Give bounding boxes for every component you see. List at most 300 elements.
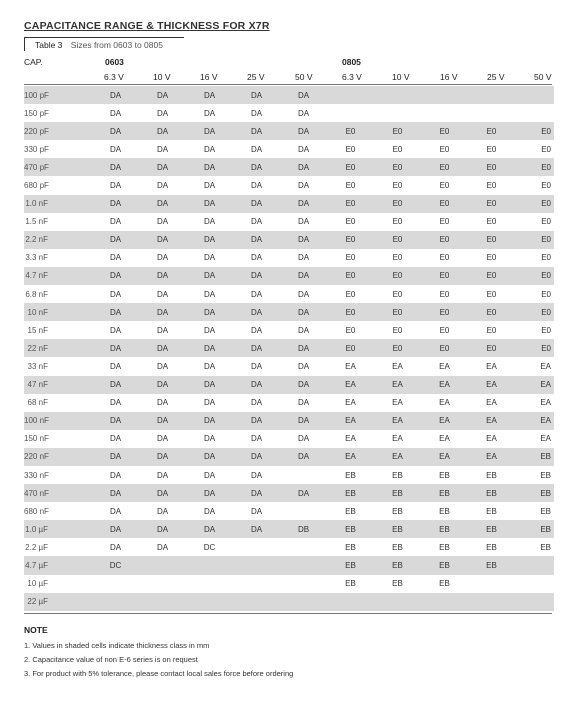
note-item: 1. Values in shaded cells indicate thickness class in mm [24,641,210,650]
thickness-cell: DA [109,542,122,552]
thickness-cell: E0 [374,303,421,321]
thickness-cell [515,104,554,122]
thickness-cell: E0 [439,253,450,263]
thickness-cell: DA [250,144,263,154]
size-0805-header: 0805 [342,57,361,67]
table-row [24,412,554,430]
thickness-cell: DA [233,158,280,176]
thickness-cell: DA [92,122,139,140]
voltage-header: 10 V [392,72,410,82]
thickness-cell: E0 [421,195,468,213]
thickness-cell: DA [139,231,186,249]
thickness-cell: DA [203,398,216,408]
thickness-cell: E0 [374,122,421,140]
thickness-cell: EB [439,542,450,552]
capacitance-cell: 1.5 nF [25,217,48,227]
capacitance-cell: 100 nF [24,412,92,430]
capacitance-cell: 22 nF [24,339,92,357]
table-row [24,575,554,593]
thickness-cell: EA [486,361,497,371]
table-row [24,484,554,502]
thickness-cell: E0 [468,195,515,213]
thickness-cell [468,593,515,611]
thickness-cell: EB [327,556,374,574]
thickness-cell: EB [392,542,403,552]
thickness-cell: DA [297,144,310,154]
thickness-cell: EA [392,398,403,408]
thickness-cell: DA [203,470,216,480]
thickness-cell: E0 [515,303,554,321]
thickness-cell: EB [540,470,551,480]
table-row [24,249,554,267]
thickness-cell: EB [345,506,356,516]
thickness-cell: EB [515,520,554,538]
thickness-cell: EA [515,376,554,394]
thickness-cell: DA [156,181,169,191]
table-row [24,122,554,140]
thickness-cell: E0 [374,339,421,357]
thickness-cell: EB [374,520,421,538]
voltage-header: 6.3 V [342,72,362,82]
table-row [24,140,554,158]
thickness-cell: DA [156,542,169,552]
thickness-cell [233,593,280,611]
thickness-cell: DA [203,217,216,227]
thickness-cell: DA [186,520,233,538]
thickness-cell: DA [92,448,139,466]
thickness-cell: E0 [468,303,515,321]
table-row [24,321,554,339]
thickness-cell: E0 [345,144,356,154]
capacitance-cell: 100 pF [24,86,92,104]
thickness-cell: EB [439,470,450,480]
thickness-cell: EB [486,542,497,552]
table-row [24,285,554,303]
thickness-cell: DA [233,520,280,538]
voltage-header: 10 V [153,72,171,82]
note-title: NOTE [24,625,48,635]
table-row [24,593,554,611]
thickness-cell: E0 [486,253,497,263]
thickness-cell [139,556,186,574]
thickness-cell: EB [486,470,497,480]
thickness-cell: DA [186,484,233,502]
thickness-cell: E0 [515,267,554,285]
thickness-cell: EB [392,470,403,480]
thickness-cell: DA [250,361,263,371]
thickness-cell: EB [540,542,551,552]
thickness-cell [280,556,327,574]
thickness-cell: E0 [421,231,468,249]
thickness-cell: EA [540,398,551,408]
thickness-cell: EA [439,361,450,371]
table-row [24,376,554,394]
table-row [24,430,554,448]
table-row [24,176,554,194]
thickness-cell: E0 [468,339,515,357]
thickness-cell: DA [250,253,263,263]
capacitance-table [24,86,554,611]
thickness-cell: EA [392,434,403,444]
thickness-cell: EA [374,412,421,430]
table-row [24,538,554,556]
thickness-cell: DA [139,122,186,140]
size-0603-header: 0603 [105,57,124,67]
thickness-cell: E0 [374,195,421,213]
thickness-cell: EB [327,484,374,502]
thickness-cell: DA [186,448,233,466]
cap-column-header: CAP. [24,57,43,67]
thickness-cell: DA [280,195,327,213]
table-bottom-rule [24,613,552,614]
thickness-cell: E0 [486,289,497,299]
thickness-cell: DA [109,325,122,335]
thickness-cell: DA [109,108,122,118]
thickness-cell: DA [92,520,139,538]
thickness-cell [515,556,554,574]
capacitance-cell: 2.2 nF [24,231,92,249]
thickness-cell: EA [540,434,551,444]
thickness-cell: DA [156,434,169,444]
thickness-cell: DA [156,470,169,480]
thickness-cell: E0 [541,217,551,227]
thickness-cell: E0 [345,217,356,227]
thickness-cell: E0 [439,325,450,335]
thickness-cell: DA [203,144,216,154]
thickness-cell: DA [109,398,122,408]
thickness-cell: DA [280,376,327,394]
thickness-cell: E0 [439,144,450,154]
thickness-cell: E0 [468,158,515,176]
thickness-cell: DA [186,339,233,357]
thickness-cell: EB [468,484,515,502]
thickness-cell: DA [139,412,186,430]
thickness-cell: DA [92,484,139,502]
thickness-cell [374,593,421,611]
thickness-cell: DA [186,86,233,104]
thickness-cell [186,556,233,574]
thickness-cell: EA [468,448,515,466]
thickness-cell [515,86,554,104]
thickness-cell: DA [186,231,233,249]
capacitance-cell: 680 pF [24,181,49,191]
capacitance-cell: 470 nF [24,484,92,502]
thickness-cell: E0 [392,253,403,263]
capacitance-cell: 3.3 nF [25,253,48,263]
thickness-cell: E0 [327,122,374,140]
thickness-cell: E0 [515,231,554,249]
thickness-cell: EB [392,506,403,516]
table-row [24,520,554,538]
thickness-cell: E0 [345,253,356,263]
thickness-cell: DA [109,253,122,263]
thickness-cell: EA [439,434,450,444]
thickness-cell: EA [439,398,450,408]
thickness-cell: EA [421,376,468,394]
capacitance-cell: 4.7 µF [24,556,92,574]
thickness-cell [468,575,515,593]
capacitance-cell: 2.2 µF [25,542,48,552]
voltage-header: 25 V [247,72,265,82]
thickness-cell: DC [203,542,216,552]
thickness-cell: DA [92,376,139,394]
table-row [24,158,554,176]
thickness-cell: E0 [486,144,497,154]
thickness-cell: E0 [421,303,468,321]
capacitance-cell: 680 nF [24,506,49,516]
thickness-cell: DA [297,253,310,263]
thickness-cell: DA [280,303,327,321]
thickness-cell: E0 [374,267,421,285]
header-rule [24,84,552,85]
thickness-cell: DA [92,267,139,285]
voltage-header: 50 V [295,72,313,82]
thickness-cell: DA [297,181,310,191]
thickness-cell: EA [374,376,421,394]
thickness-cell: DA [156,506,169,516]
thickness-cell [468,86,515,104]
thickness-cell: E0 [541,289,551,299]
capacitance-cell: 470 pF [24,158,92,176]
page-title: CAPACITANCE RANGE & THICKNESS FOR X7R [24,20,270,32]
thickness-cell: E0 [468,231,515,249]
thickness-cell: E0 [327,231,374,249]
thickness-cell: DA [186,303,233,321]
thickness-cell: DA [109,470,122,480]
thickness-cell: E0 [439,181,450,191]
capacitance-cell: 220 pF [24,122,92,140]
thickness-cell: DA [186,412,233,430]
thickness-cell: EA [468,412,515,430]
thickness-cell: EB [468,556,515,574]
thickness-cell: DA [203,325,216,335]
thickness-cell: DA [109,217,122,227]
voltage-header: 16 V [440,72,458,82]
thickness-cell: DA [109,361,122,371]
thickness-cell: DA [156,253,169,263]
thickness-cell: DA [139,86,186,104]
table-row [24,303,554,321]
thickness-cell: DA [109,506,122,516]
thickness-cell: E0 [345,181,356,191]
thickness-cell: DA [139,158,186,176]
thickness-cell: DA [250,181,263,191]
thickness-cell: E0 [345,289,356,299]
thickness-cell: DA [156,398,169,408]
thickness-cell: DA [250,289,263,299]
thickness-cell: DA [139,448,186,466]
voltage-header: 16 V [200,72,218,82]
thickness-cell: E0 [392,217,403,227]
thickness-cell: E0 [439,217,450,227]
capacitance-cell: 4.7 nF [24,267,92,285]
thickness-cell: E0 [541,253,551,263]
thickness-cell: DA [233,448,280,466]
thickness-cell [139,575,186,593]
thickness-cell: E0 [486,217,497,227]
thickness-cell: DA [139,303,186,321]
thickness-cell [92,593,139,611]
table-row [24,339,554,357]
thickness-cell: DA [233,195,280,213]
thickness-cell: E0 [515,195,554,213]
thickness-cell [327,86,374,104]
thickness-cell: DA [233,231,280,249]
thickness-cell: E0 [541,144,551,154]
thickness-cell [233,538,280,556]
capacitance-cell: 330 nF [24,470,49,480]
thickness-cell: DA [280,231,327,249]
table-row [24,394,554,412]
capacitance-cell: 150 nF [24,434,49,444]
thickness-cell: E0 [421,122,468,140]
thickness-cell: DA [109,181,122,191]
thickness-cell [327,593,374,611]
thickness-cell: DA [250,217,263,227]
thickness-cell: EB [345,470,356,480]
table-row [24,231,554,249]
thickness-cell: DA [233,267,280,285]
thickness-cell: EB [327,520,374,538]
thickness-cell: DA [139,376,186,394]
thickness-cell: DA [297,108,310,118]
thickness-cell: DA [139,484,186,502]
thickness-cell: EA [327,412,374,430]
thickness-cell: DA [297,289,310,299]
thickness-cell: E0 [392,144,403,154]
thickness-cell: EB [439,506,450,516]
thickness-cell: EB [439,579,450,589]
capacitance-cell: 1.0 nF [24,195,92,213]
thickness-cell [327,104,374,122]
table-row [24,466,554,484]
thickness-cell: DA [92,86,139,104]
thickness-cell: DA [109,144,122,154]
table-row [24,448,554,466]
capacitance-cell: 68 nF [27,398,48,408]
thickness-cell: DA [203,253,216,263]
thickness-cell [421,86,468,104]
thickness-cell: DA [203,289,216,299]
voltage-header: 6.3 V [104,72,124,82]
capacitance-cell: 15 nF [27,325,48,335]
thickness-cell: DA [297,217,310,227]
thickness-cell: DA [297,361,310,371]
thickness-cell: E0 [515,158,554,176]
thickness-cell: EA [468,376,515,394]
thickness-cell: DA [139,339,186,357]
thickness-cell: EA [345,434,356,444]
thickness-cell: E0 [515,122,554,140]
thickness-cell: DA [203,434,216,444]
thickness-cell: DA [297,434,310,444]
thickness-cell: DA [250,325,263,335]
thickness-cell: EA [486,398,497,408]
table-row [24,556,554,574]
capacitance-cell: 33 nF [27,361,48,371]
thickness-cell: DA [156,289,169,299]
thickness-cell: E0 [421,339,468,357]
thickness-cell: DA [250,108,263,118]
thickness-cell: EB [421,556,468,574]
thickness-cell: DA [92,412,139,430]
thickness-cell: E0 [468,122,515,140]
thickness-cell: DA [203,108,216,118]
thickness-cell: DA [233,484,280,502]
thickness-cell: DA [297,325,310,335]
thickness-cell: DA [139,267,186,285]
thickness-cell: DA [92,231,139,249]
thickness-cell: DA [186,267,233,285]
thickness-cell: DA [92,158,139,176]
capacitance-cell: 10 nF [24,303,92,321]
thickness-cell [233,575,280,593]
thickness-cell: DA [233,412,280,430]
thickness-cell: DA [250,470,263,480]
voltage-header: 25 V [487,72,505,82]
table-row [24,502,554,520]
thickness-cell: DA [280,267,327,285]
thickness-cell: DB [280,520,327,538]
thickness-cell: DA [250,398,263,408]
thickness-cell: EB [515,448,554,466]
thickness-cell: EA [540,361,551,371]
note-item: 3. For product with 5% tolerance, please contact local sales force before ordering [24,669,294,678]
thickness-cell: EA [486,434,497,444]
thickness-cell: E0 [541,181,551,191]
thickness-cell: DA [280,484,327,502]
thickness-cell: DA [156,108,169,118]
thickness-cell: EB [345,579,356,589]
thickness-cell [421,104,468,122]
thickness-cell: E0 [392,325,403,335]
thickness-cell [280,575,327,593]
thickness-cell: EB [374,556,421,574]
thickness-cell: DA [92,195,139,213]
thickness-cell: EA [345,398,356,408]
thickness-cell: EA [345,361,356,371]
thickness-cell [515,575,554,593]
thickness-cell: EA [421,412,468,430]
table-caption [24,37,184,51]
thickness-cell: DA [233,303,280,321]
thickness-cell [280,466,327,484]
table-row [24,267,554,285]
thickness-cell: DA [203,361,216,371]
thickness-cell: DA [139,520,186,538]
thickness-cell: DA [280,339,327,357]
thickness-cell: DA [156,361,169,371]
thickness-cell [280,538,327,556]
thickness-cell: DA [203,181,216,191]
thickness-cell [92,575,139,593]
thickness-cell [280,502,327,520]
thickness-cell: DA [186,376,233,394]
table-row [24,357,554,375]
thickness-cell: DA [156,325,169,335]
thickness-cell: DC [92,556,139,574]
thickness-cell: DA [280,412,327,430]
thickness-cell: DA [109,289,122,299]
table-description: Sizes from 0603 to 0805 [70,40,163,50]
thickness-cell: DA [280,86,327,104]
thickness-cell: EB [421,520,468,538]
thickness-cell: E0 [439,289,450,299]
table-number: Table 3 [35,40,63,50]
thickness-cell: EB [515,484,554,502]
thickness-cell: EB [540,506,551,516]
thickness-cell: E0 [421,158,468,176]
